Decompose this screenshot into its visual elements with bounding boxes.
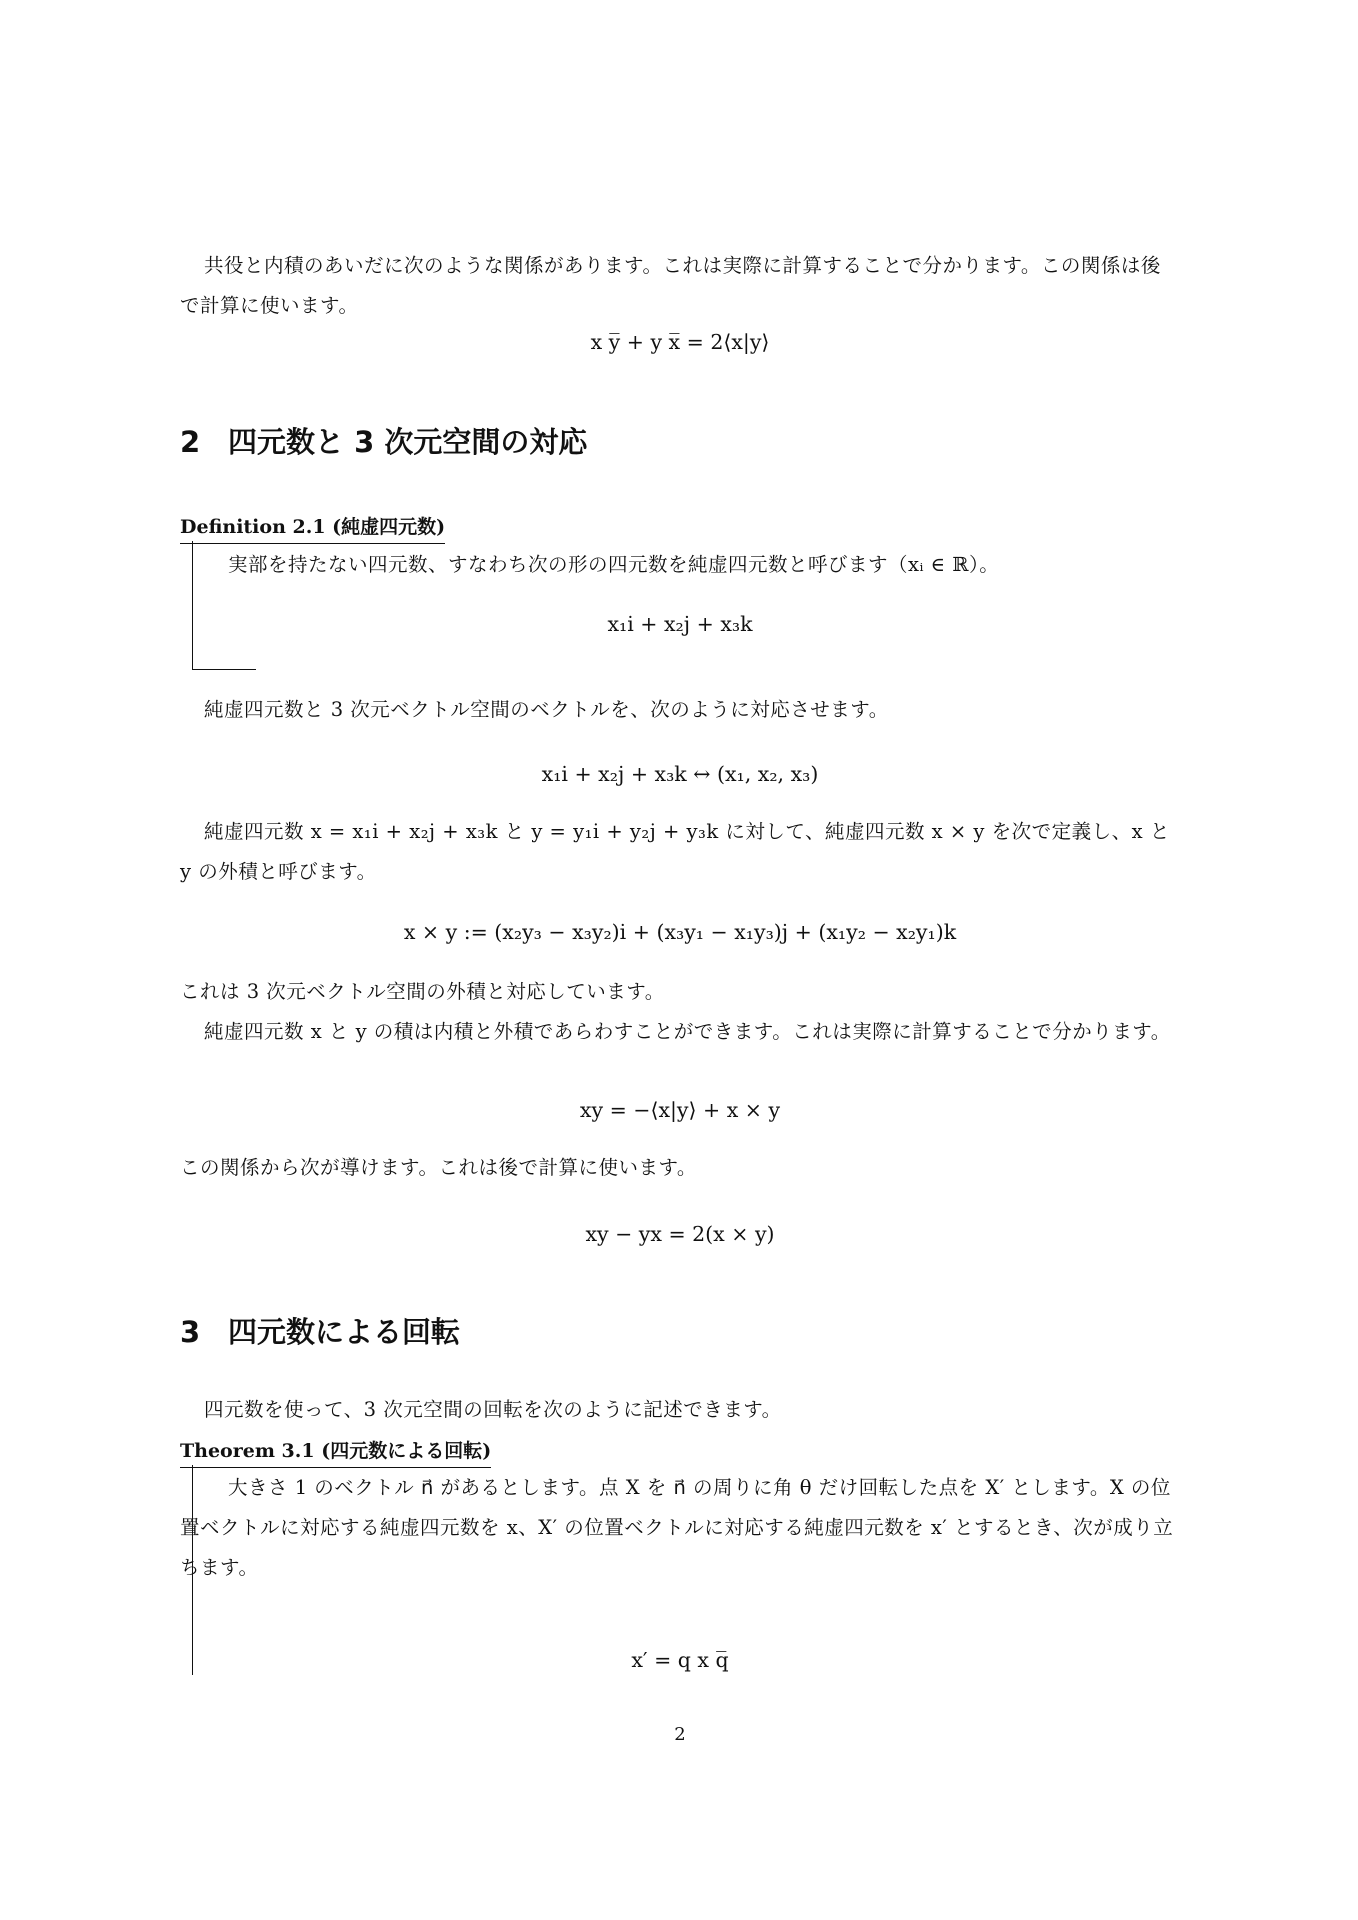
conjugate-inner-product-equation: x y̅ + y x̅ = 2⟨x|y⟩ (590, 330, 770, 354)
definition-heading: Definition 2.1 (純虚四元数) (180, 512, 445, 544)
product-paragraph: 純虚四元数 x と y の積は内積と外積であらわすことができます。これは実際に計算することで分かります。 (204, 1020, 1171, 1043)
commutator-equation: xy − yx = 2(x × y) (585, 1222, 775, 1246)
intro-paragraph: 共役と内積のあいだに次のような関係があります。これは実際に計算することで分かります。この関係は後で計算に使います。 (180, 254, 1161, 317)
section-heading-2: 2 四元数と 3 次元空間の対応 (180, 425, 588, 459)
product-equation: xy = −⟨x|y⟩ + x × y (579, 1098, 781, 1122)
correspondence-paragraph: 純虚四元数と 3 次元ベクトル空間のベクトルを、次のように対応させます。 (204, 698, 889, 721)
page (180, 0, 1180, 1920)
cross-product-note: これは 3 次元ベクトル空間の外積と対応しています。 (180, 980, 665, 1003)
definition-text: 実部を持たない四元数、すなわち次の形の四元数を純虚四元数と呼びます（xᵢ ∈ ℝ）。 (228, 553, 1000, 576)
definition-bar (192, 541, 193, 669)
theorem-heading: Theorem 3.1 (四元数による回転) (180, 1436, 491, 1468)
theorem-text: 大きさ 1 のベクトル n⃗ があるとします。点 X を n⃗ の周りに角 θ だけ回転した点を X′ とします。X の位置ベクトルに対応する純虚四元数を x、X′ の位置ベクトルに対応する純虚四元数を x′ とするとき、次が成り立ちます。 (180, 1476, 1174, 1579)
cross-product-definition-equation: x × y := (x₂y₃ − x₃y₂)i + (x₃y₁ − x₁y₃)j + (x₁y₂ − x₂y₁)k (403, 920, 957, 944)
section-heading-3: 3 四元数による回転 (180, 1315, 461, 1349)
rotation-equation: x′ = q x q̅ (631, 1648, 729, 1672)
correspondence-equation: x₁i + x₂j + x₃k ↔ (x₁, x₂, x₃) (541, 762, 819, 786)
derivation-text: この関係から次が導けます。これは後で計算に使います。 (180, 1156, 697, 1179)
rotation-intro-paragraph: 四元数を使って、3 次元空間の回転を次のように記述できます。 (204, 1398, 782, 1421)
definition-foot (192, 669, 256, 670)
cross-product-paragraph: 純虚四元数 x = x₁i + x₂j + x₃k と y = y₁i + y₂j + y₃k に対して、純虚四元数 x × y を次で定義し、x と y の外積と呼びます。 (180, 820, 1170, 883)
page-number: 2 (674, 1724, 686, 1745)
pure-quaternion-equation: x₁i + x₂j + x₃k (607, 612, 753, 636)
